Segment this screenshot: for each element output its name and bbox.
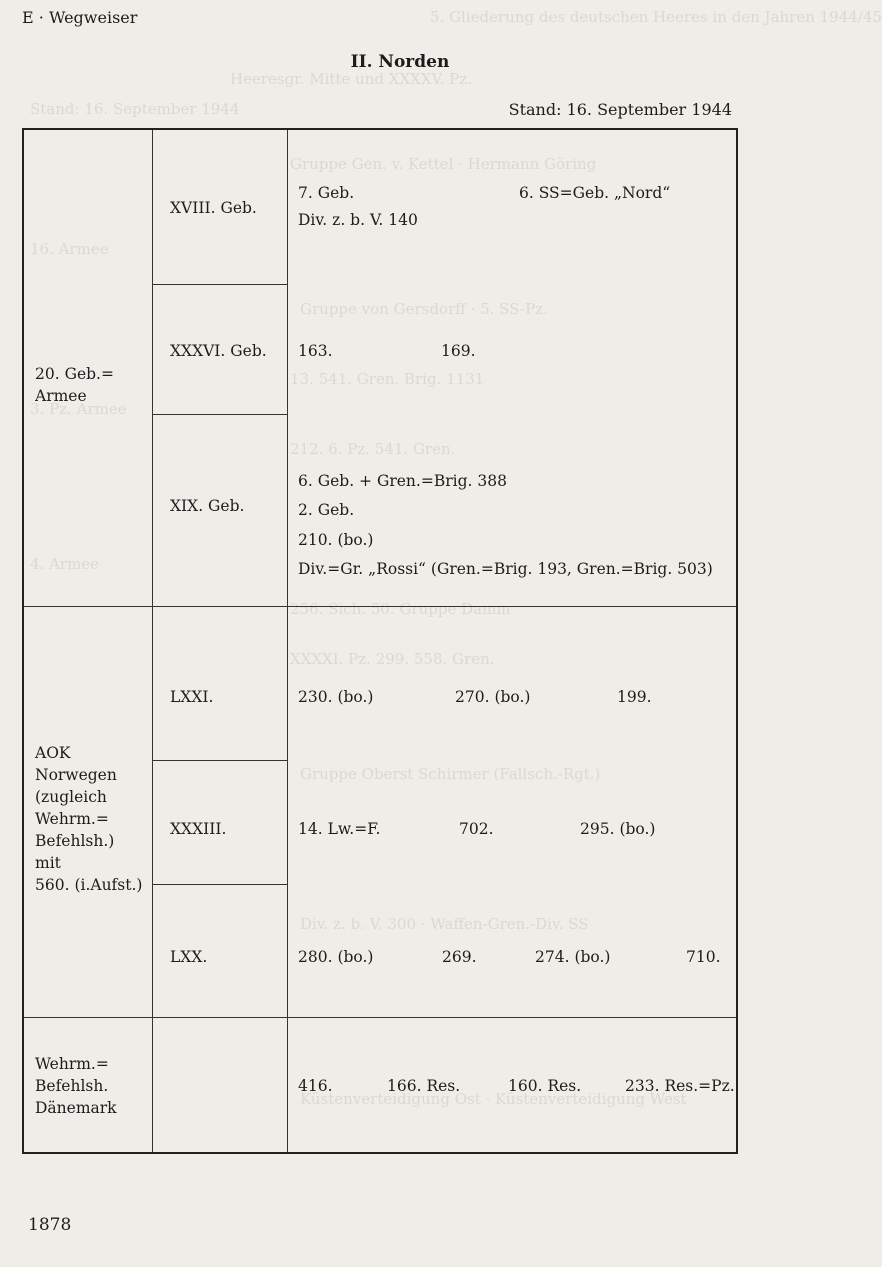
corps-label: XIX. Geb. <box>170 497 245 515</box>
division-entry: 210. (bo.) <box>298 531 374 549</box>
army-label: 20. Geb.= Armee <box>35 365 114 405</box>
stand-date: Stand: 16. September 1944 <box>508 100 732 119</box>
division-entry: 199. <box>617 688 652 706</box>
row-divider <box>152 760 287 761</box>
corps-label: XXXVI. Geb. <box>170 342 267 360</box>
row-divider <box>152 884 287 885</box>
division-entry: 14. Lw.=F. <box>298 820 381 838</box>
division-entry: 295. (bo.) <box>580 820 656 838</box>
division-entry: 274. (bo.) <box>535 948 611 966</box>
division-entry: Div.=Gr. „Rossi“ (Gren.=Brig. 193, Gren.=Brig. 503) <box>298 560 713 578</box>
row-divider <box>24 1017 736 1018</box>
page-number: 1878 <box>28 1215 72 1235</box>
division-entry: 7. Geb. <box>298 184 355 202</box>
division-entry: 169. <box>441 342 476 360</box>
division-entry: 233. Res.=Pz. <box>625 1077 735 1095</box>
row-divider <box>152 284 287 285</box>
row-divider <box>24 606 736 607</box>
division-entry: Div. z. b. V. 140 <box>298 211 418 229</box>
division-entry: 416. <box>298 1077 333 1095</box>
army-label: Wehrm.= Befehlsh. Dänemark <box>35 1055 117 1117</box>
division-entry: 710. <box>686 948 721 966</box>
division-entry: 163. <box>298 342 333 360</box>
division-entry: 702. <box>459 820 494 838</box>
division-entry: 230. (bo.) <box>298 688 374 706</box>
division-entry: 270. (bo.) <box>455 688 531 706</box>
division-entry: 2. Geb. <box>298 501 355 519</box>
row-divider <box>152 414 287 415</box>
corps-label: LXXI. <box>170 688 214 706</box>
division-entry: 6. Geb. + Gren.=Brig. 388 <box>298 472 507 490</box>
army-label: AOK Norwegen (zugleich Wehrm.= Befehlsh.) mit 560. (i.Aufst.) <box>35 744 143 894</box>
division-entry: 6. SS=Geb. „Nord“ <box>519 184 671 202</box>
running-head: E · Wegweiser <box>22 8 138 27</box>
document-page: 5. Gliederung des deutschen Heeres in den Jahren 1944/45 Heeresgr. Mitte und XXXXV. Pz. Stand: 16. September 1944 Gruppe Gen. v. Kettel · Hermann Göring 16. Armee Gruppe von Gersdorff · 5. SS-Pz. 13. 541. Gren. Brig. 1131 3. Pz. Armee 212. 6. Pz. 541. Gren. 4. Armee 256. Sich. 50. Gruppe Damm XXXXI. Pz. 299. 558. Gren. Gruppe Oberst Schirmer (Fallsch.-Rgt.) Div. z. b. V. 300 · Waffen-Gren.-Div. SS Küstenverteidigung Ost · Küstenverteidigung West E · Wegweiser II. Norden Stand: 16. September 1944 20. Geb.= Armee XVIII. Geb. 7. Geb. 6. SS=Geb. „Nord“ Div. z. b. V. 140 XXXVI. Geb. 163. 169. XIX. Geb. 6. Geb. + Gren.=Brig. 388 2. Geb. 210. (bo.) Div.=Gr. „Rossi“ (Gren.=Brig. 193, Gren.=Brig. 503) AOK Norwegen (zugleich Wehrm.= Befehlsh.) mit 560. (i.Aufst.) LXXI. 230. (bo.) 270. (bo.) 199. XXXIII. 14. Lw.=F. 702. 295. (bo.) LXX. 280. (bo.) 269. 274. (bo.) 710. Wehrm.= Befehlsh. Dänemark 416. 166. Res. 160. Res. 233. Res.=Pz. 1878 <box>0 0 800 1267</box>
division-entry: 160. Res. <box>508 1077 582 1095</box>
corps-label: XVIII. Geb. <box>170 199 257 217</box>
division-entry: 166. Res. <box>387 1077 461 1095</box>
section-title: II. Norden <box>350 52 450 72</box>
corps-label: LXX. <box>170 948 208 966</box>
division-entry: 269. <box>442 948 477 966</box>
division-entry: 280. (bo.) <box>298 948 374 966</box>
column-divider <box>287 130 288 1152</box>
order-of-battle-table <box>22 128 738 1154</box>
corps-label: XXXIII. <box>170 820 227 838</box>
